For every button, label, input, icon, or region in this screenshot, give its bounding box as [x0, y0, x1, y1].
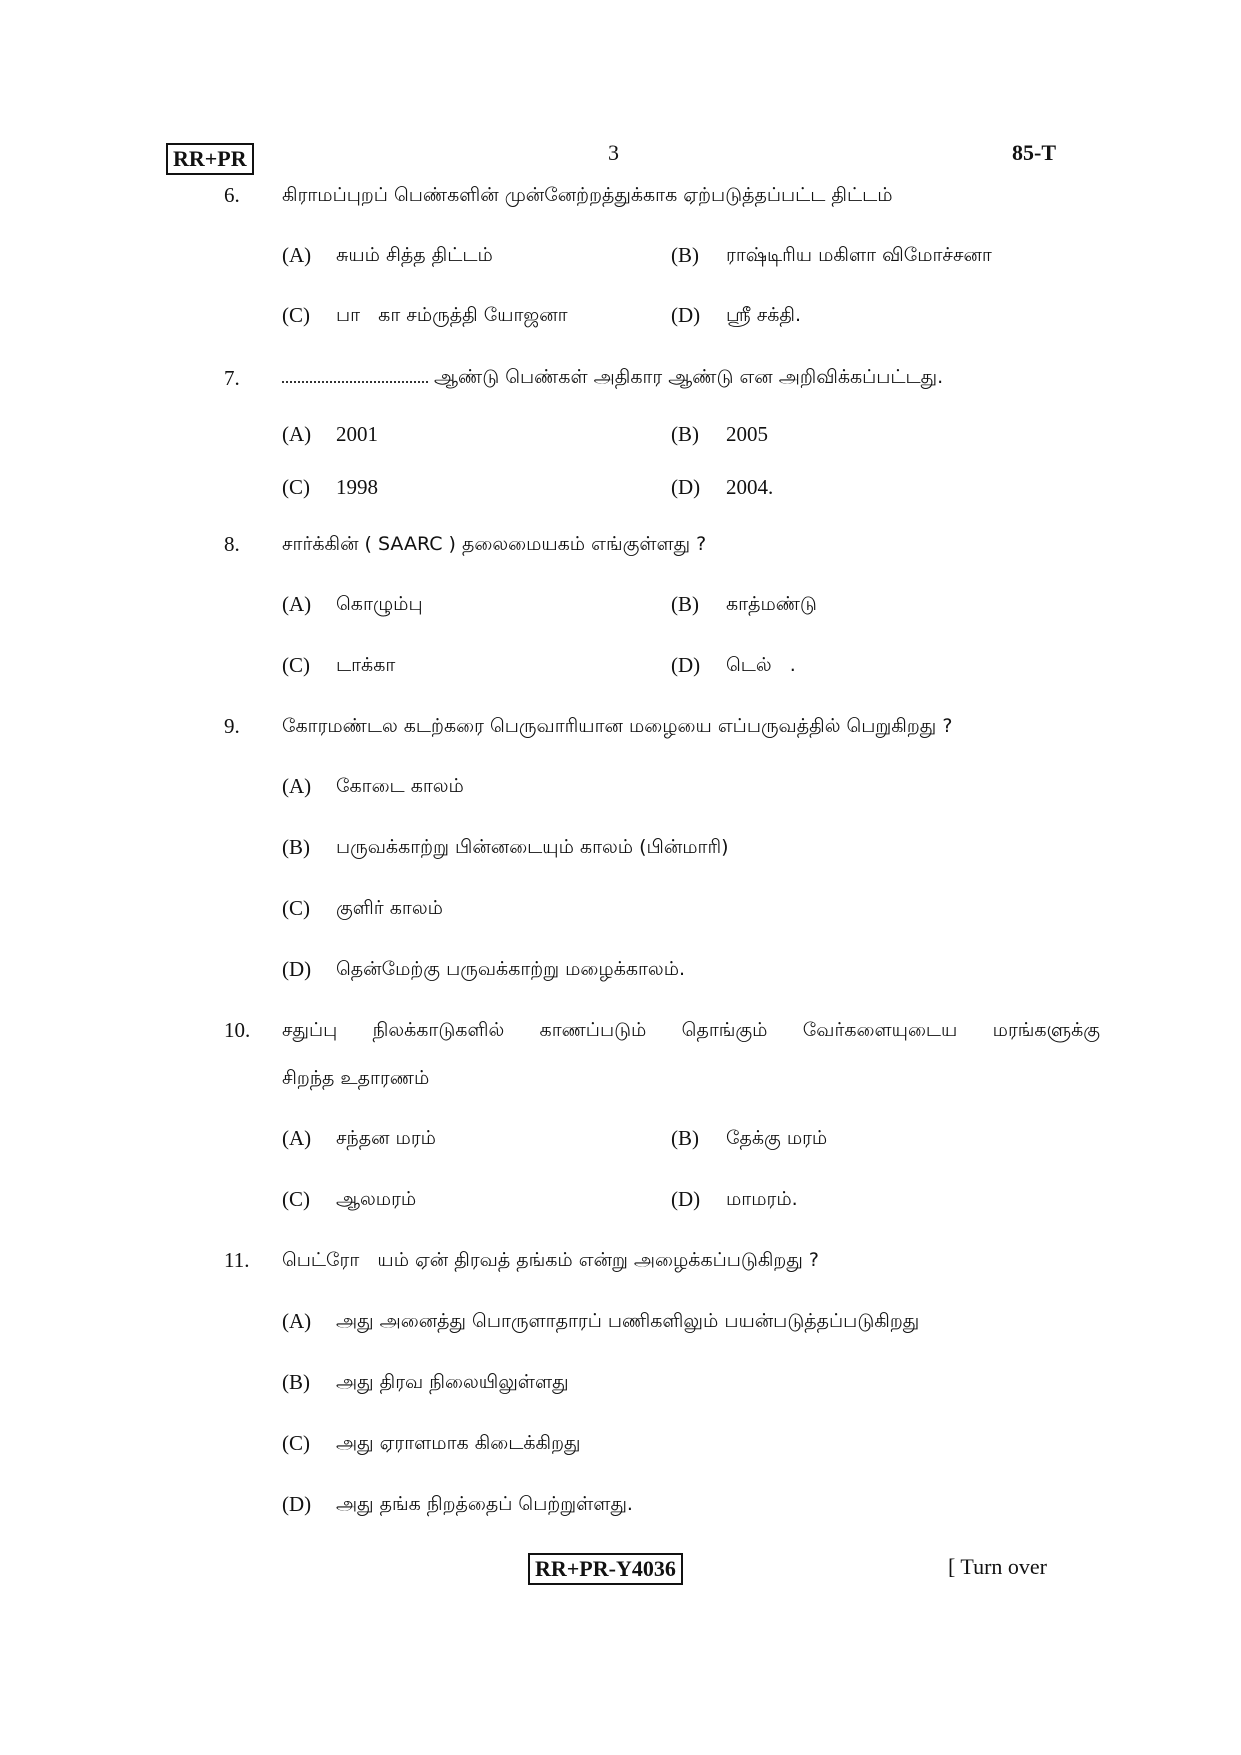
- option-label: (B): [282, 835, 310, 859]
- option-label: (A): [282, 592, 312, 616]
- option-text: அது ஏராளமாக கிடைக்கிறது: [336, 1432, 581, 1454]
- question-text-line2: சிறந்த உதாரணம்: [282, 1067, 430, 1089]
- option-label: (A): [282, 422, 312, 446]
- question-text: கிராமப்புறப் பெண்களின் முன்னேற்றத்துக்காக ஏற்படுத்தப்பட்ட திட்டம்: [282, 184, 893, 206]
- option-text: அது திரவ நிலையிலுள்ளது: [336, 1371, 569, 1393]
- option-label: (D): [282, 1492, 312, 1516]
- option-text: தேக்கு மரம்: [726, 1127, 828, 1149]
- option-text: சந்தன மரம்: [336, 1127, 436, 1149]
- option-label: (C): [282, 896, 310, 920]
- option-label: (C): [282, 303, 310, 327]
- question-text: சார்க்கின் ( SAARC ) தலைமையகம் எங்குள்ளது ?: [282, 533, 707, 555]
- option-text: டாக்கா: [336, 654, 396, 676]
- option-label: (C): [282, 1431, 310, 1455]
- option-label: (B): [671, 592, 699, 616]
- option-text: ராஷ்டிரிய மகிளா விமோச்சனா: [726, 244, 992, 266]
- option-text: ஸ்ரீ சக்தி.: [726, 304, 802, 326]
- option-label: (B): [671, 422, 699, 446]
- option-text: கொழும்பு: [336, 593, 423, 615]
- option-text: கோடை காலம்: [336, 775, 464, 797]
- option-text: அது அனைத்து பொருளாதாரப் பணிகளிலும் பயன்படுத்தப்படுகிறது: [336, 1310, 920, 1332]
- option-text: 2005: [726, 422, 768, 446]
- option-label: (A): [282, 774, 312, 798]
- option-text: டெல் .: [726, 654, 796, 676]
- option-label: (D): [671, 303, 701, 327]
- option-text: மாமரம்.: [726, 1188, 798, 1210]
- question-text: ஆண்டு பெண்கள் அதிகார ஆண்டு என அறிவிக்கப்பட்டது.: [434, 366, 944, 388]
- header-left-code: RR+PR: [166, 143, 254, 175]
- option-text: 1998: [336, 475, 378, 499]
- blank-line: [282, 367, 428, 383]
- option-label: (B): [671, 1126, 699, 1150]
- question-number: 10.: [224, 1018, 251, 1042]
- header-right-code: 85-T: [1012, 140, 1056, 165]
- option-text: அது தங்க நிறத்தைப் பெற்றுள்ளது.: [336, 1493, 633, 1515]
- question-number: 11.: [224, 1248, 250, 1272]
- option-text: சுயம் சித்த திட்டம்: [336, 244, 493, 266]
- option-text: பருவக்காற்று பின்னடையும் காலம் (பின்மாரி): [336, 836, 729, 858]
- option-label: (A): [282, 1126, 312, 1150]
- page-number: 3: [608, 140, 619, 165]
- option-label: (B): [671, 243, 699, 267]
- turn-over-note: [ Turn over: [948, 1554, 1048, 1579]
- option-label: (D): [671, 653, 701, 677]
- option-label: (C): [282, 1187, 310, 1211]
- option-text: ஆலமரம்: [336, 1188, 417, 1210]
- option-text: குளிர் காலம்: [336, 897, 443, 919]
- option-text: 2001: [336, 422, 378, 446]
- option-label: (A): [282, 243, 312, 267]
- question-number: 9.: [224, 714, 240, 738]
- option-text: காத்மண்டு: [726, 593, 817, 615]
- option-label: (B): [282, 1370, 310, 1394]
- question-text: கோரமண்டல கடற்கரை பெருவாரியான மழையை எப்பருவத்தில் பெறுகிறது ?: [282, 715, 953, 737]
- question-number: 7.: [224, 366, 240, 390]
- question-number: 6.: [224, 183, 240, 207]
- question-text: பெட்ரோ யம் ஏன் திரவத் தங்கம் என்று அழைக்கப்படுகிறது ?: [282, 1249, 819, 1271]
- option-text: தென்மேற்கு பருவக்காற்று மழைக்காலம்.: [336, 958, 686, 980]
- option-label: (A): [282, 1309, 312, 1333]
- question-line: [282, 366, 943, 391]
- option-label: (D): [671, 1187, 701, 1211]
- question-text: சதுப்பு நிலக்காடுகளில் காணப்படும் தொங்கும் வேர்களையுடைய மரங்களுக்கு: [282, 1019, 1100, 1041]
- option-text: பா கா சம்ருத்தி யோஜனா: [336, 304, 568, 326]
- option-text: 2004.: [726, 475, 774, 499]
- option-label: (D): [282, 957, 312, 981]
- footer-code: RR+PR-Y4036: [528, 1553, 683, 1585]
- option-label: (D): [671, 475, 701, 499]
- question-number: 8.: [224, 532, 240, 556]
- option-label: (C): [282, 475, 310, 499]
- option-label: (C): [282, 653, 310, 677]
